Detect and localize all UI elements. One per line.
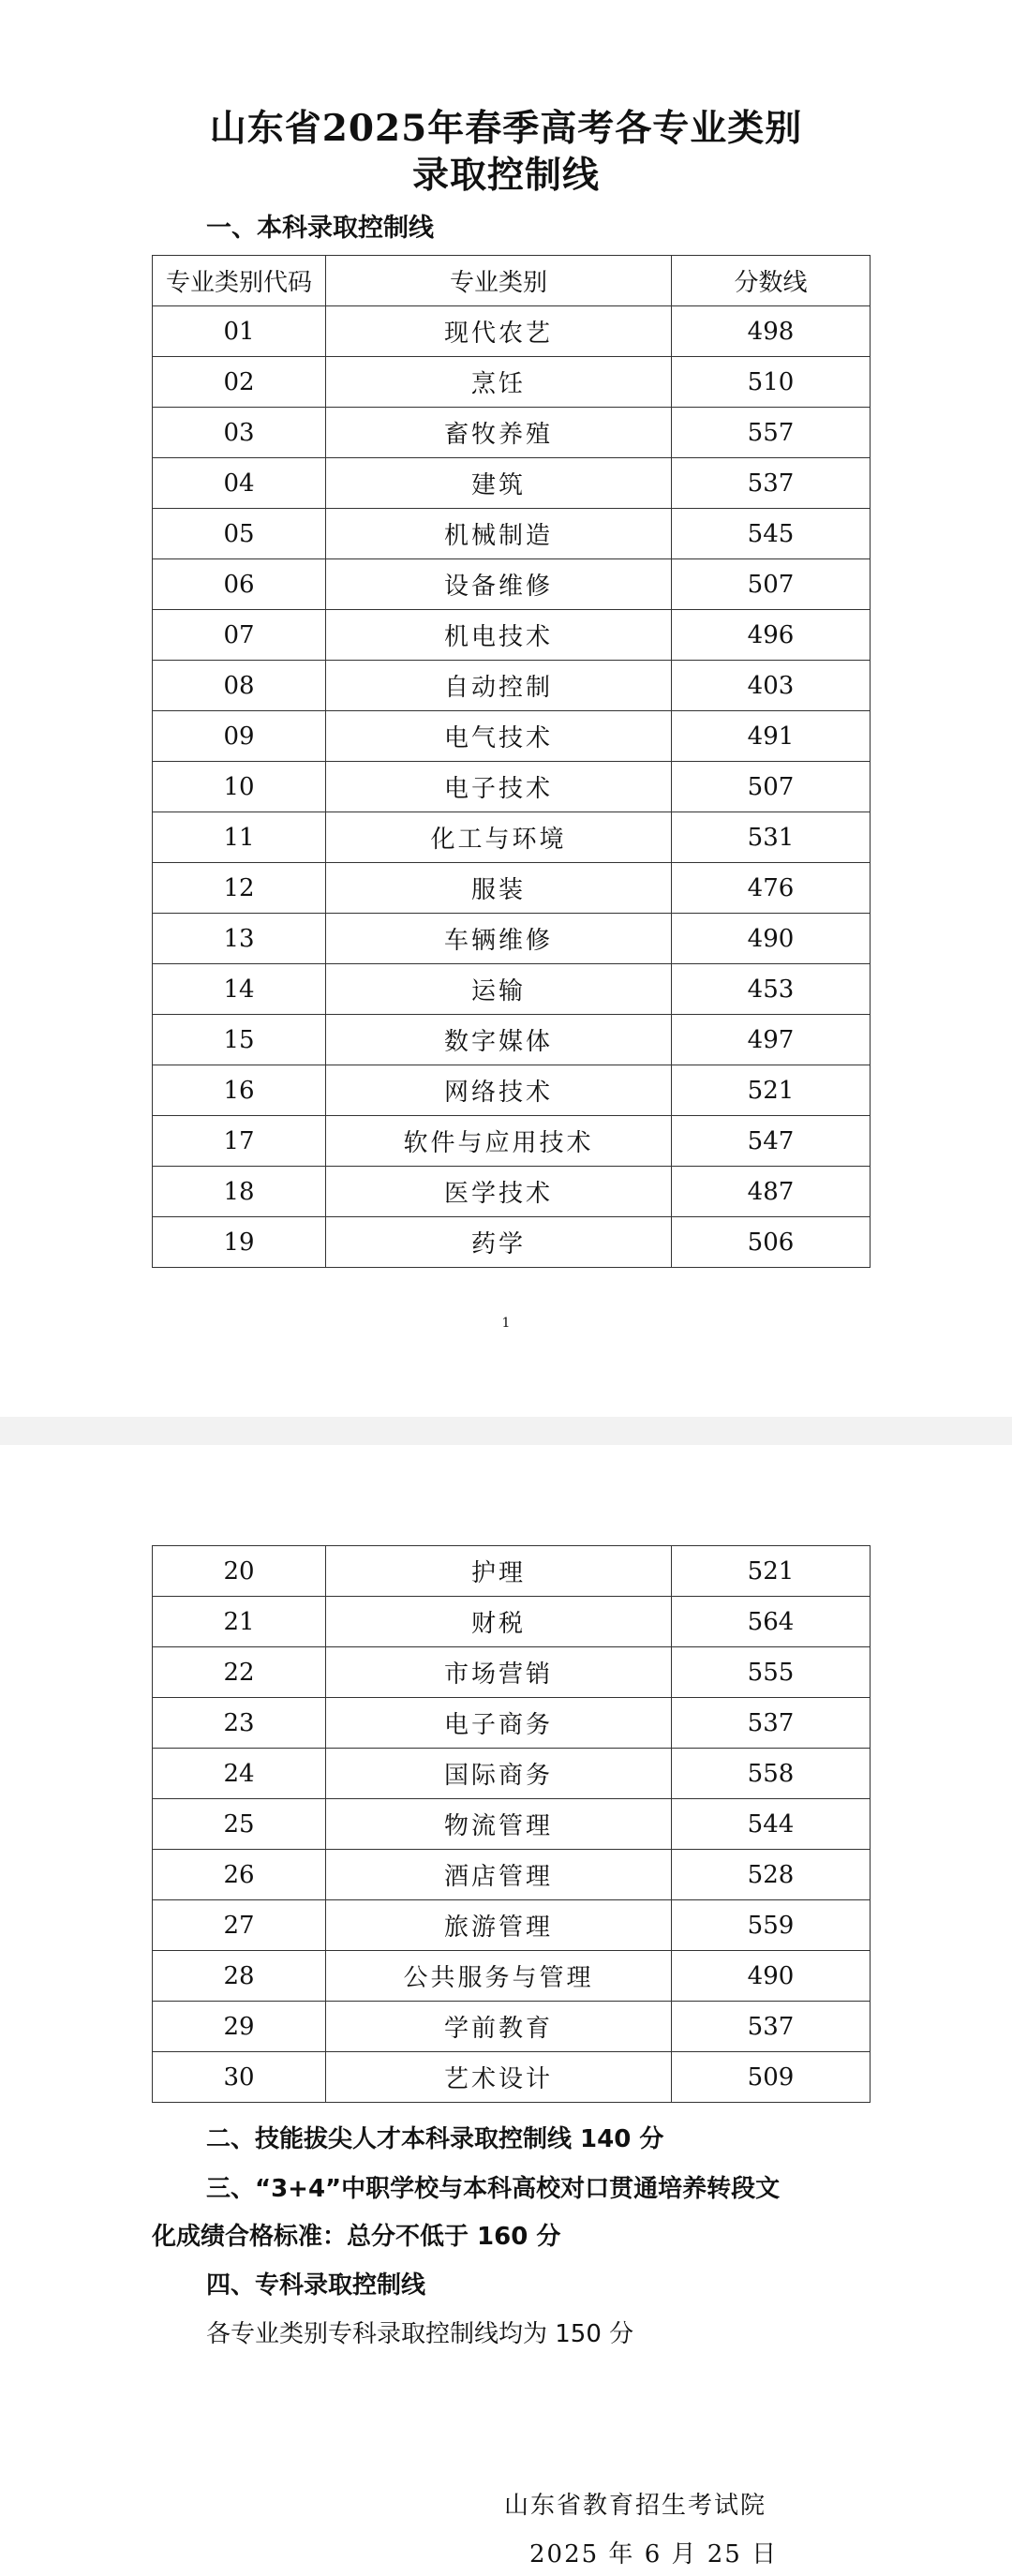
table-row (153, 812, 871, 863)
cell-code: 10 (153, 762, 326, 812)
cell-category: 电子商务 (326, 1698, 672, 1749)
table-row (153, 964, 871, 1015)
cell-code: 30 (153, 2052, 326, 2103)
cell-score: 531 (672, 812, 871, 863)
cell-category: 旅游管理 (326, 1900, 672, 1951)
cell-code: 26 (153, 1850, 326, 1900)
table-row (153, 711, 871, 762)
cell-score: 491 (672, 711, 871, 762)
table-row (153, 1546, 871, 1597)
cell-category: 医学技术 (326, 1167, 672, 1217)
table-row (153, 1951, 871, 2002)
cell-category: 酒店管理 (326, 1850, 672, 1900)
cell-score: 487 (672, 1167, 871, 1217)
cell-category: 现代农艺 (326, 306, 672, 357)
section4-body: 各专业类别专科录取控制线均为 150 分 (206, 2320, 634, 2348)
cell-score: 490 (672, 1951, 871, 2002)
cell-code: 17 (153, 1116, 326, 1167)
cell-code: 22 (153, 1647, 326, 1698)
table-row (153, 2002, 871, 2052)
cell-code: 06 (153, 559, 326, 610)
cell-category: 公共服务与管理 (326, 1951, 672, 2002)
cell-category: 畜牧养殖 (326, 408, 672, 458)
cell-code: 29 (153, 2002, 326, 2052)
cell-category: 数字媒体 (326, 1015, 672, 1065)
cell-code: 19 (153, 1217, 326, 1268)
header-code: 专业类别代码 (153, 256, 326, 306)
cell-score: 507 (672, 559, 871, 610)
cell-category: 电气技术 (326, 711, 672, 762)
cell-category: 艺术设计 (326, 2052, 672, 2103)
table-row (153, 863, 871, 914)
section2-text: 二、技能拔尖人才本科录取控制线 140 分 (206, 2125, 664, 2153)
cell-score: 537 (672, 458, 871, 509)
cell-score: 498 (672, 306, 871, 357)
table-row (153, 914, 871, 964)
table-row (153, 509, 871, 559)
cell-score: 521 (672, 1065, 871, 1116)
cell-score: 545 (672, 509, 871, 559)
cell-score: 403 (672, 661, 871, 711)
cell-category: 服装 (326, 863, 672, 914)
cell-code: 13 (153, 914, 326, 964)
cell-score: 509 (672, 2052, 871, 2103)
header-category: 专业类别 (326, 256, 672, 306)
cell-category: 烹饪 (326, 357, 672, 408)
cell-code: 28 (153, 1951, 326, 2002)
cell-code: 27 (153, 1900, 326, 1951)
cell-category: 机械制造 (326, 509, 672, 559)
cell-code: 08 (153, 661, 326, 711)
cell-category: 网络技术 (326, 1065, 672, 1116)
cell-score: 497 (672, 1015, 871, 1065)
cell-score: 537 (672, 2002, 871, 2052)
cell-code: 21 (153, 1597, 326, 1647)
cell-score: 547 (672, 1116, 871, 1167)
table-row (153, 1116, 871, 1167)
cell-category: 电子技术 (326, 762, 672, 812)
page-two (0, 1445, 1012, 2576)
table-row (153, 1749, 871, 1799)
section3-text-line2: 化成绩合格标准：总分不低于 160 分 (152, 2223, 561, 2251)
cell-code: 05 (153, 509, 326, 559)
cell-code: 23 (153, 1698, 326, 1749)
table-row (153, 1900, 871, 1951)
score-table-part1 (152, 255, 871, 1268)
cell-score: 564 (672, 1597, 871, 1647)
cell-code: 12 (153, 863, 326, 914)
cell-score: 559 (672, 1900, 871, 1951)
table-row (153, 1015, 871, 1065)
table-row (153, 559, 871, 610)
cell-code: 04 (153, 458, 326, 509)
cell-code: 11 (153, 812, 326, 863)
cell-score: 476 (672, 863, 871, 914)
table-row (153, 610, 871, 661)
table-row (153, 1597, 871, 1647)
cell-category: 设备维修 (326, 559, 672, 610)
cell-code: 07 (153, 610, 326, 661)
cell-score: 555 (672, 1647, 871, 1698)
cell-category: 建筑 (326, 458, 672, 509)
table-row (153, 1850, 871, 1900)
table-row (153, 357, 871, 408)
section1-heading: 一、本科录取控制线 (206, 214, 434, 243)
cell-score: 510 (672, 357, 871, 408)
cell-category: 药学 (326, 1217, 672, 1268)
cell-category: 车辆维修 (326, 914, 672, 964)
table-row (153, 408, 871, 458)
cell-score: 507 (672, 762, 871, 812)
cell-code: 16 (153, 1065, 326, 1116)
score-table-part2 (152, 1545, 871, 2103)
cell-code: 18 (153, 1167, 326, 1217)
table-row (153, 762, 871, 812)
cell-code: 15 (153, 1015, 326, 1065)
signature-organization: 山东省教育招生考试院 (504, 2492, 767, 2520)
cell-score: 558 (672, 1749, 871, 1799)
cell-code: 01 (153, 306, 326, 357)
cell-code: 02 (153, 357, 326, 408)
signature-date: 2025 年 6 月 25 日 (529, 2540, 779, 2569)
document-title-line1: 山东省2025年春季高考各专业类别 (209, 107, 803, 150)
cell-category: 护理 (326, 1546, 672, 1597)
cell-code: 03 (153, 408, 326, 458)
page-separator (0, 1417, 1012, 1445)
page-number: 1 (501, 1316, 511, 1331)
table-row (153, 1217, 871, 1268)
table-row (153, 458, 871, 509)
table-row (153, 1647, 871, 1698)
cell-score: 521 (672, 1546, 871, 1597)
cell-category: 国际商务 (326, 1749, 672, 1799)
table-row (153, 2052, 871, 2103)
table-row (153, 1065, 871, 1116)
cell-category: 运输 (326, 964, 672, 1015)
cell-category: 财税 (326, 1597, 672, 1647)
cell-code: 25 (153, 1799, 326, 1850)
cell-code: 14 (153, 964, 326, 1015)
section3-text-line1: 三、“3+4”中职学校与本科高校对口贯通培养转段文 (206, 2175, 781, 2203)
cell-score: 537 (672, 1698, 871, 1749)
table-row (153, 1698, 871, 1749)
cell-code: 20 (153, 1546, 326, 1597)
cell-score: 453 (672, 964, 871, 1015)
cell-score: 496 (672, 610, 871, 661)
cell-category: 学前教育 (326, 2002, 672, 2052)
cell-category: 市场营销 (326, 1647, 672, 1698)
cell-category: 自动控制 (326, 661, 672, 711)
header-score: 分数线 (672, 256, 871, 306)
table-row (153, 306, 871, 357)
document-title-line2: 录取控制线 (411, 154, 600, 197)
cell-score: 544 (672, 1799, 871, 1850)
cell-score: 506 (672, 1217, 871, 1268)
cell-score: 528 (672, 1850, 871, 1900)
section4-heading: 四、专科录取控制线 (206, 2271, 426, 2300)
cell-score: 557 (672, 408, 871, 458)
table-row (153, 1799, 871, 1850)
table-row (153, 661, 871, 711)
cell-category: 软件与应用技术 (326, 1116, 672, 1167)
cell-score: 490 (672, 914, 871, 964)
table-header-row (153, 256, 871, 306)
cell-code: 09 (153, 711, 326, 762)
table-row (153, 1167, 871, 1217)
cell-code: 24 (153, 1749, 326, 1799)
cell-category: 机电技术 (326, 610, 672, 661)
cell-category: 物流管理 (326, 1799, 672, 1850)
cell-category: 化工与环境 (326, 812, 672, 863)
